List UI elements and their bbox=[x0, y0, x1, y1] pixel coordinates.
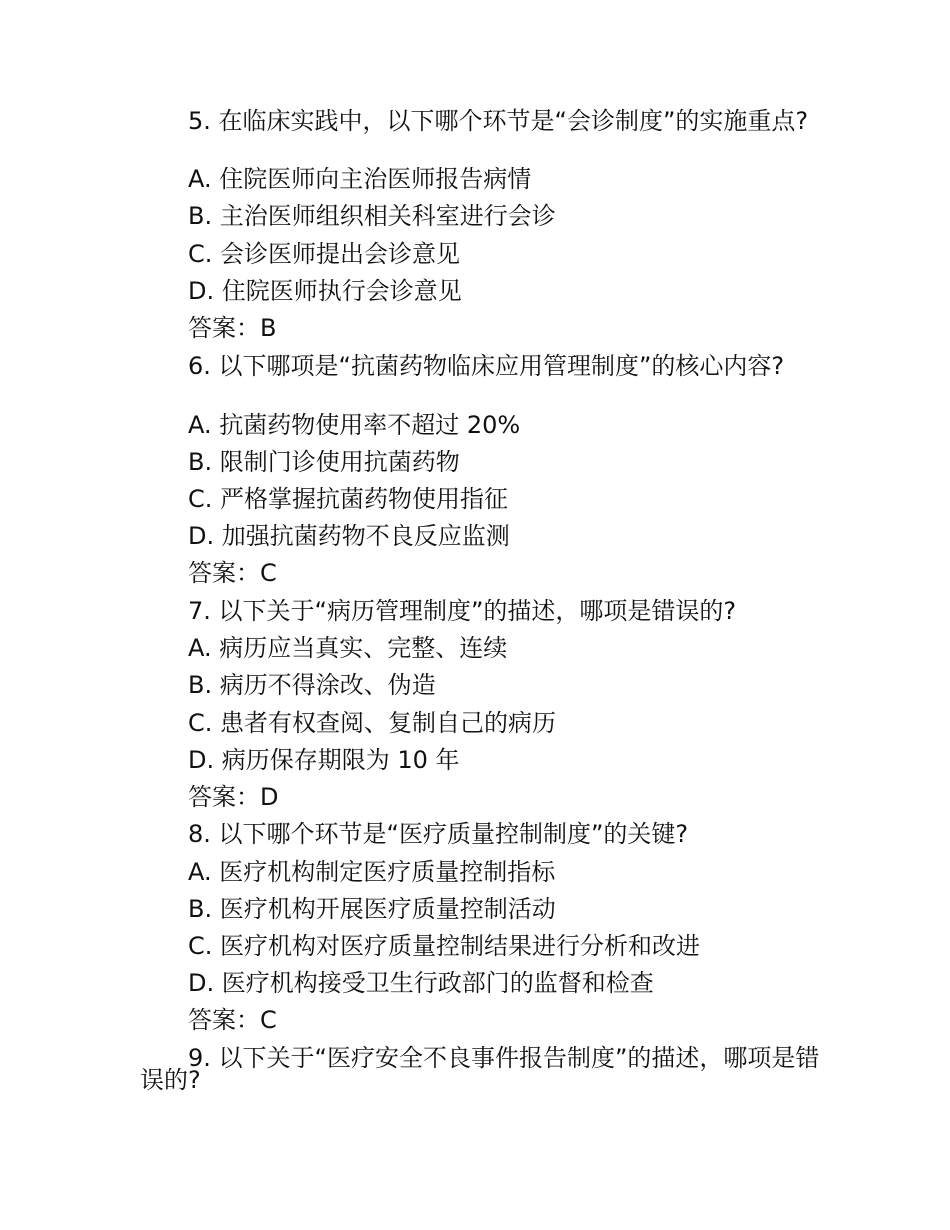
question-number: 8. bbox=[188, 820, 211, 848]
question-9 bbox=[140, 1044, 820, 1094]
option-a: A. 抗菌药物使用率不超过 20% bbox=[188, 411, 521, 439]
option-d: D. 住院医师执行会诊意见 bbox=[188, 277, 462, 305]
question-5 bbox=[140, 107, 820, 135]
question-number: 9. bbox=[188, 1044, 211, 1072]
option-b: B. 主治医师组织相关科室进行会诊 bbox=[188, 202, 556, 230]
question-number: 6. bbox=[188, 352, 211, 380]
answer: 答案：B bbox=[188, 314, 277, 342]
option-a: A. 病历应当真实、完整、连续 bbox=[188, 634, 508, 662]
question-text: 以下哪项是“抗菌药物临床应用管理制度”的核心内容? bbox=[218, 352, 785, 380]
question-number: 5. bbox=[188, 107, 211, 135]
question-8 bbox=[188, 819, 688, 849]
question-text: 在临床实践中，以下哪个环节是“会诊制度”的实施重点? bbox=[218, 107, 809, 135]
question-text: 以下关于“病历管理制度”的描述，哪项是错误的? bbox=[218, 597, 737, 625]
option-d: D. 医疗机构接受卫生行政部门的监督和检查 bbox=[188, 969, 654, 997]
option-a: A. 医疗机构制定医疗质量控制指标 bbox=[188, 858, 556, 886]
answer: 答案：D bbox=[188, 783, 279, 811]
option-b: B. 病历不得涂改、伪造 bbox=[188, 671, 436, 699]
answer: 答案：C bbox=[188, 559, 277, 587]
option-c: C. 患者有权查阅、复制自己的病历 bbox=[188, 709, 557, 737]
option-d: D. 加强抗菌药物不良反应监测 bbox=[188, 522, 510, 550]
question-text: 以下关于“医疗安全不良事件报告制度”的描述，哪项是错误的? bbox=[140, 1044, 820, 1094]
question-6 bbox=[140, 352, 820, 380]
option-a: A. 住院医师向主治医师报告病情 bbox=[188, 165, 532, 193]
option-c: C. 严格掌握抗菌药物使用指征 bbox=[188, 485, 509, 513]
option-c: C. 会诊医师提出会诊意见 bbox=[188, 240, 461, 268]
question-7 bbox=[188, 596, 736, 626]
answer: 答案：C bbox=[188, 1006, 277, 1034]
question-text: 以下哪个环节是“医疗质量控制制度”的关键? bbox=[218, 820, 689, 848]
option-b: B. 医疗机构开展医疗质量控制活动 bbox=[188, 895, 556, 923]
option-d: D. 病历保存期限为 10 年 bbox=[188, 746, 460, 774]
option-c: C. 医疗机构对医疗质量控制结果进行分析和改进 bbox=[188, 932, 701, 960]
option-b: B. 限制门诊使用抗菌药物 bbox=[188, 448, 460, 476]
question-number: 7. bbox=[188, 597, 211, 625]
